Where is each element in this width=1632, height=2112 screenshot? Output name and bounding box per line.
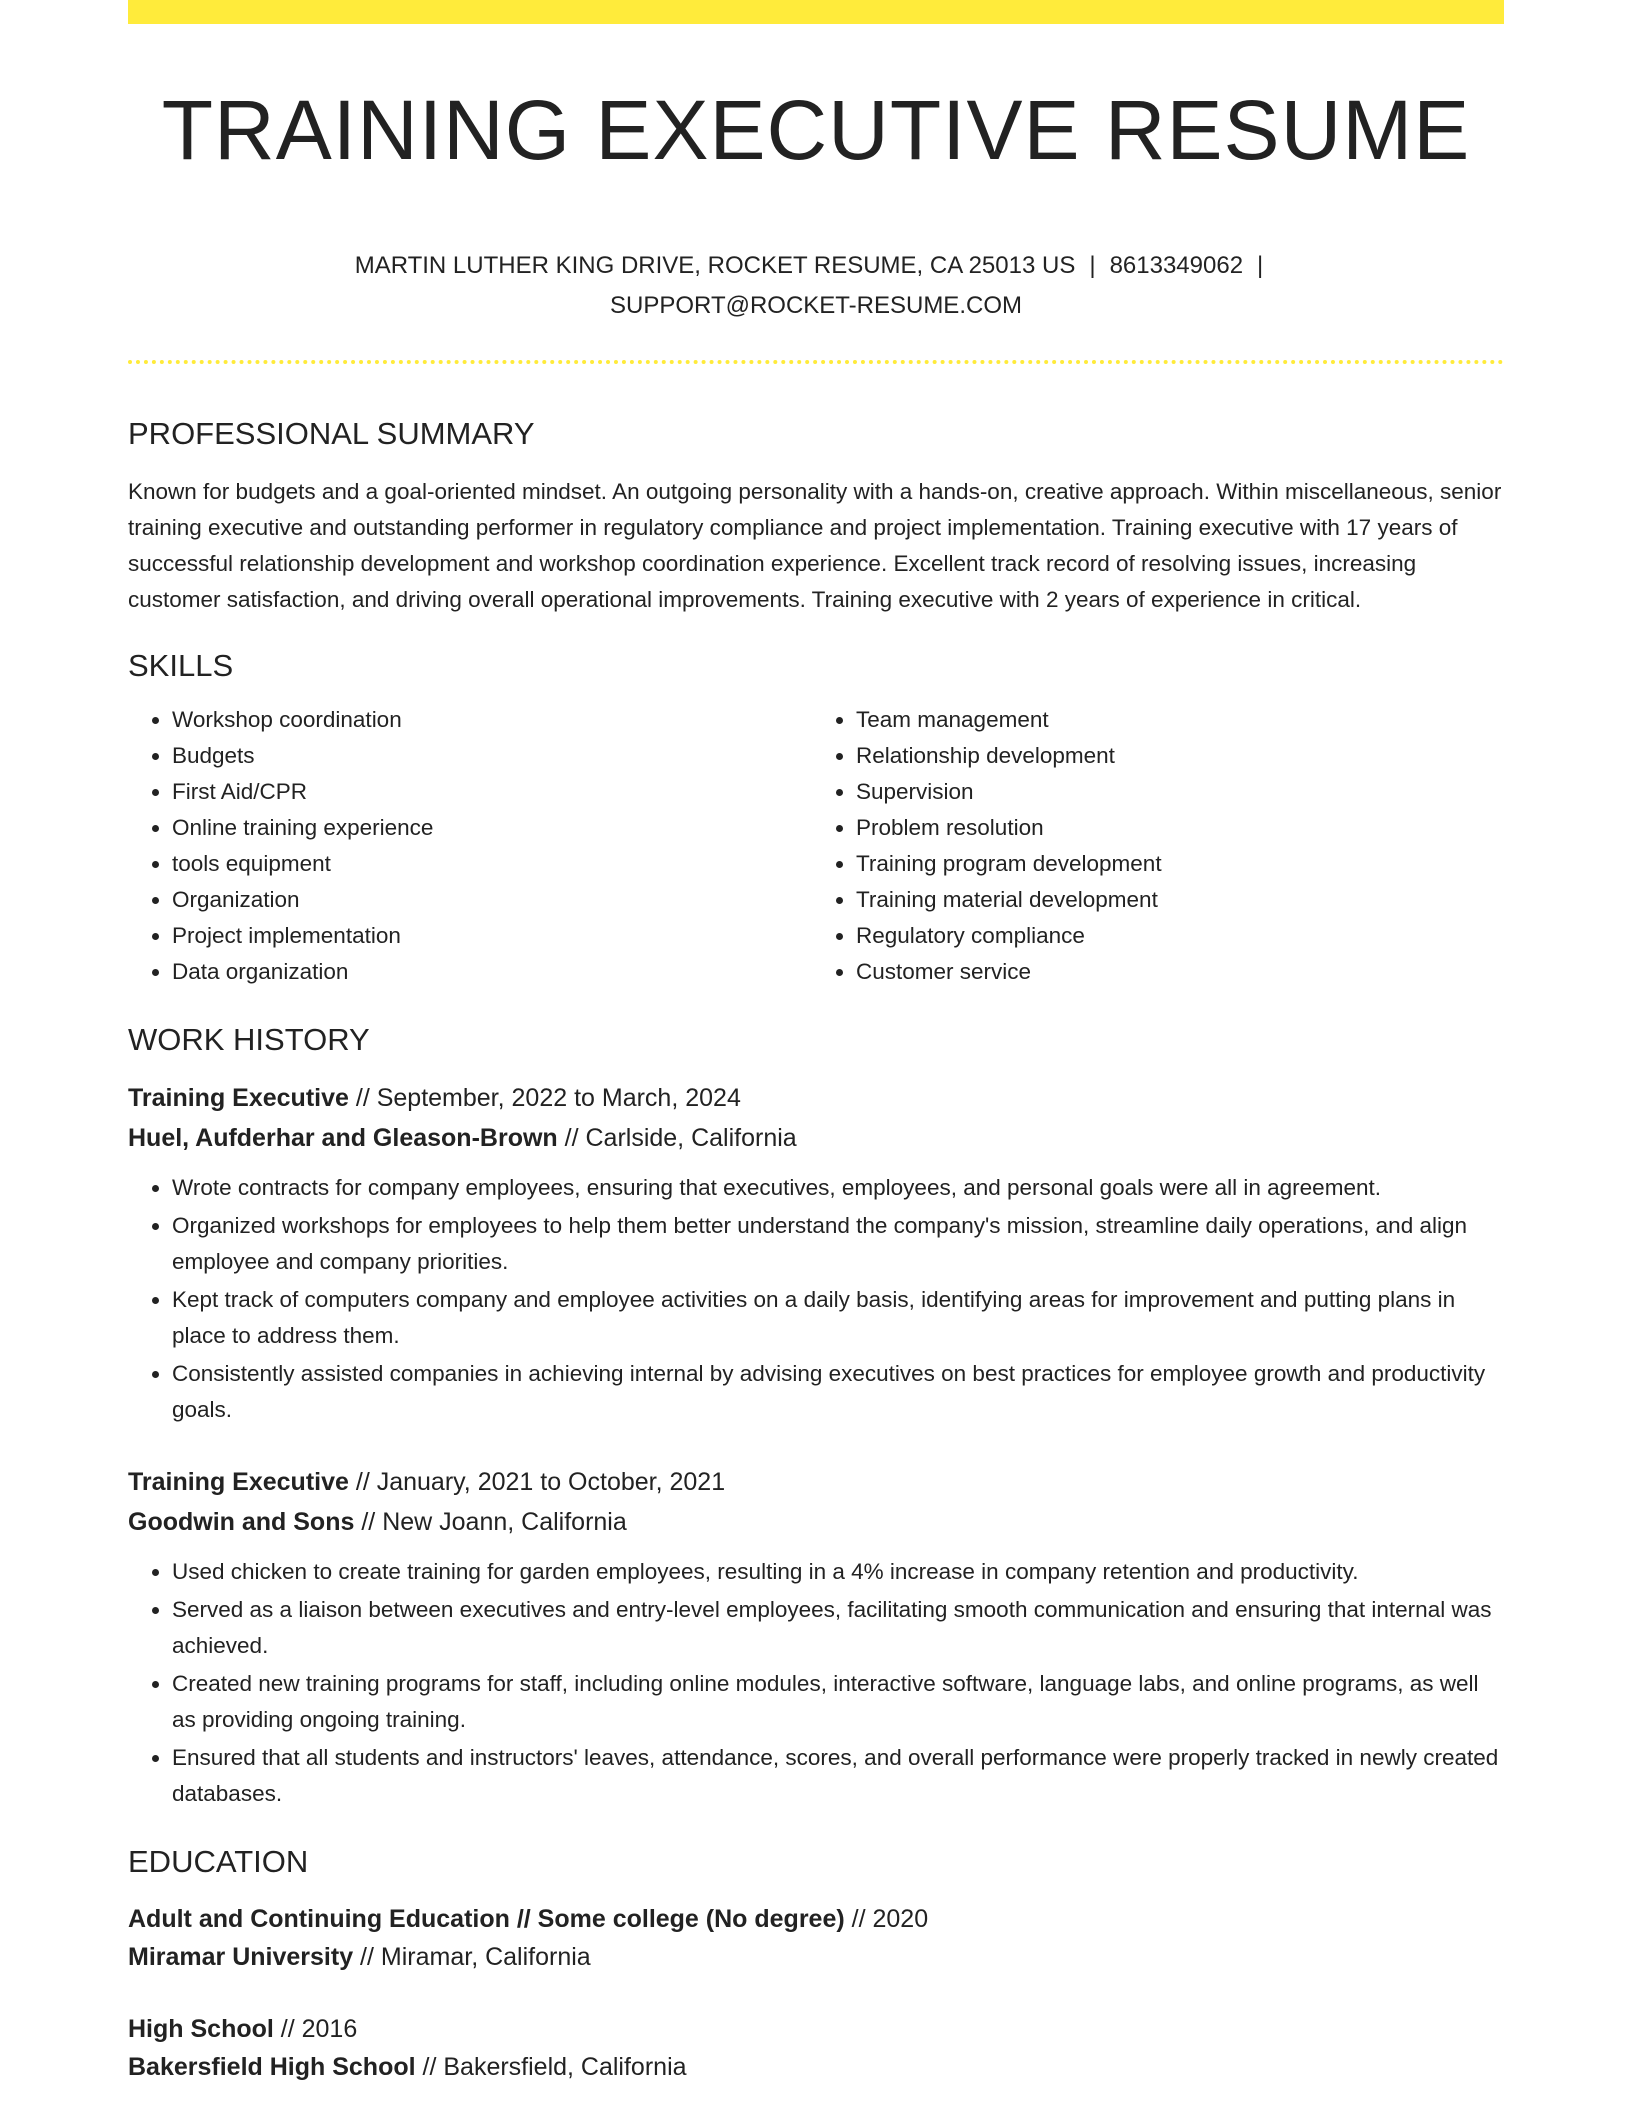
job-company: Huel, Aufderhar and Gleason-Brown [128, 1124, 558, 1152]
contact-separator: | [1089, 252, 1096, 279]
contact-info [128, 246, 1504, 326]
job-duty-item: • Kept track of computers company and employee activities on a daily basis, identifying areas for improvement and putting plans in place to address them. [172, 1282, 1504, 1354]
skill-item: • Online training experience [172, 810, 806, 846]
job-duty-item: • Served as a liaison between executives and entry-level employees, facilitating smooth communication and ensuring that internal was achieved. [172, 1592, 1504, 1664]
education-location: Miramar, California [380, 1943, 591, 1971]
contact-separator: | [1257, 252, 1264, 279]
job-company: Goodwin and Sons [128, 1508, 355, 1536]
dotted-divider [128, 360, 1504, 364]
job-duty-item: • Created new training programs for staff, including online modules, interactive software, language labs, and online programs, as well as providing ongoing training. [172, 1666, 1504, 1738]
education-heading: EDUCATION [128, 1844, 309, 1879]
skills-column-right [806, 702, 1490, 990]
skill-item: • Problem resolution [856, 810, 1490, 846]
skill-item: • Customer service [856, 954, 1490, 990]
resume-title: TRAINING EXECUTIVE RESUME [161, 83, 1471, 177]
contact-line-1 [128, 246, 1504, 286]
education-separator: // [353, 1943, 381, 1971]
job-separator: // [354, 1508, 383, 1536]
job-duties [128, 1554, 1504, 1812]
job-duty-item: • Organized workshops for employees to help them better understand the company's mission, streamline daily operations, and align employee and company priorities. [172, 1208, 1504, 1280]
job-entry [128, 1462, 1504, 1812]
contact-line-2 [128, 286, 1504, 326]
skill-item: • Workshop coordination [172, 702, 806, 738]
job-dates: September, 2022 to March, 2024 [376, 1084, 741, 1112]
skills-list [128, 702, 1504, 990]
job-dates: January, 2021 to October, 2021 [376, 1468, 726, 1496]
work-history-heading: WORK HISTORY [128, 1022, 370, 1057]
job-location: Carlside, California [585, 1124, 797, 1152]
education-degree-line [128, 2010, 1504, 2048]
job-title: Training Executive [128, 1084, 349, 1112]
skill-item: • First Aid/CPR [172, 774, 806, 810]
education-school-line [128, 2048, 1504, 2086]
job-separator: // [348, 1468, 377, 1496]
skill-item: • Data organization [172, 954, 806, 990]
skill-item: • Team management [856, 702, 1490, 738]
contact-email: SUPPORT@ROCKET-RESUME.COM [610, 292, 1022, 319]
resume-content [128, 0, 1504, 2086]
education-separator: // [273, 2015, 302, 2043]
skill-item: • Organization [172, 882, 806, 918]
skill-item: • Training program development [856, 846, 1490, 882]
education-separator: // [415, 2053, 444, 2081]
job-duty-item: • Consistently assisted companies in achieving internal by advising executives on best practices for employee growth and productivity goals. [172, 1356, 1504, 1428]
job-duty-item: • Wrote contracts for company employees, ensuring that executives, employees, and personal goals were all in agreement. [172, 1170, 1504, 1206]
education-school: Bakersfield High School [128, 2053, 416, 2081]
education-entry [128, 1900, 1504, 1976]
job-entry [128, 1078, 1504, 1428]
summary-heading: PROFESSIONAL SUMMARY [128, 416, 535, 451]
skills-column-left [128, 702, 806, 990]
job-location: New Joann, California [382, 1508, 627, 1536]
education-degree: High School [128, 2015, 274, 2043]
job-duties [128, 1170, 1504, 1428]
education-school: Miramar University [128, 1943, 354, 1971]
summary-text: Known for budgets and a goal-oriented mindset. An outgoing personality with a hands-on, creative approach. Within miscellaneous, senior training executive and outstanding performer in regulatory compliance and project implementation. Training executive with 17 years of successful relationship development and workshop coordination experience. Excellent track record of resolving issues, increasing customer satisfaction, and driving overall operational improvements. Training executive with 2 years of experience in critical. [128, 479, 1502, 612]
job-title-line [128, 1462, 1504, 1502]
skill-item: • Budgets [172, 738, 806, 774]
skill-item: • tools equipment [172, 846, 806, 882]
skill-item: • Training material development [856, 882, 1490, 918]
education-year: 2016 [301, 2015, 358, 2043]
job-title-line [128, 1078, 1504, 1118]
job-company-line [128, 1118, 1504, 1158]
job-separator: // [557, 1124, 586, 1152]
job-separator: // [348, 1084, 377, 1112]
job-duty-item: • Used chicken to create training for garden employees, resulting in a 4% increase in company retention and productivity. [172, 1554, 1504, 1590]
skill-item: • Supervision [856, 774, 1490, 810]
education-separator: // [844, 1905, 873, 1933]
skill-item: • Relationship development [856, 738, 1490, 774]
skill-item: • Regulatory compliance [856, 918, 1490, 954]
skills-heading: SKILLS [128, 648, 234, 683]
education-location: Bakersfield, California [443, 2053, 687, 2081]
contact-phone: 8613349062 [1109, 252, 1244, 279]
job-title: Training Executive [128, 1468, 349, 1496]
job-duty-item: • Ensured that all students and instructors' leaves, attendance, scores, and overall performance were properly tracked in newly created databases. [172, 1740, 1504, 1812]
skill-item: • Project implementation [172, 918, 806, 954]
education-school-line [128, 1938, 1504, 1976]
job-company-line [128, 1502, 1504, 1542]
education-degree-line [128, 1900, 1504, 1938]
education-entry [128, 2010, 1504, 2086]
contact-address: MARTIN LUTHER KING DRIVE, ROCKET RESUME, CA 25013 US [354, 252, 1076, 279]
education-year: 2020 [872, 1905, 929, 1933]
education-degree: Adult and Continuing Education // Some college (No degree) [128, 1905, 845, 1933]
